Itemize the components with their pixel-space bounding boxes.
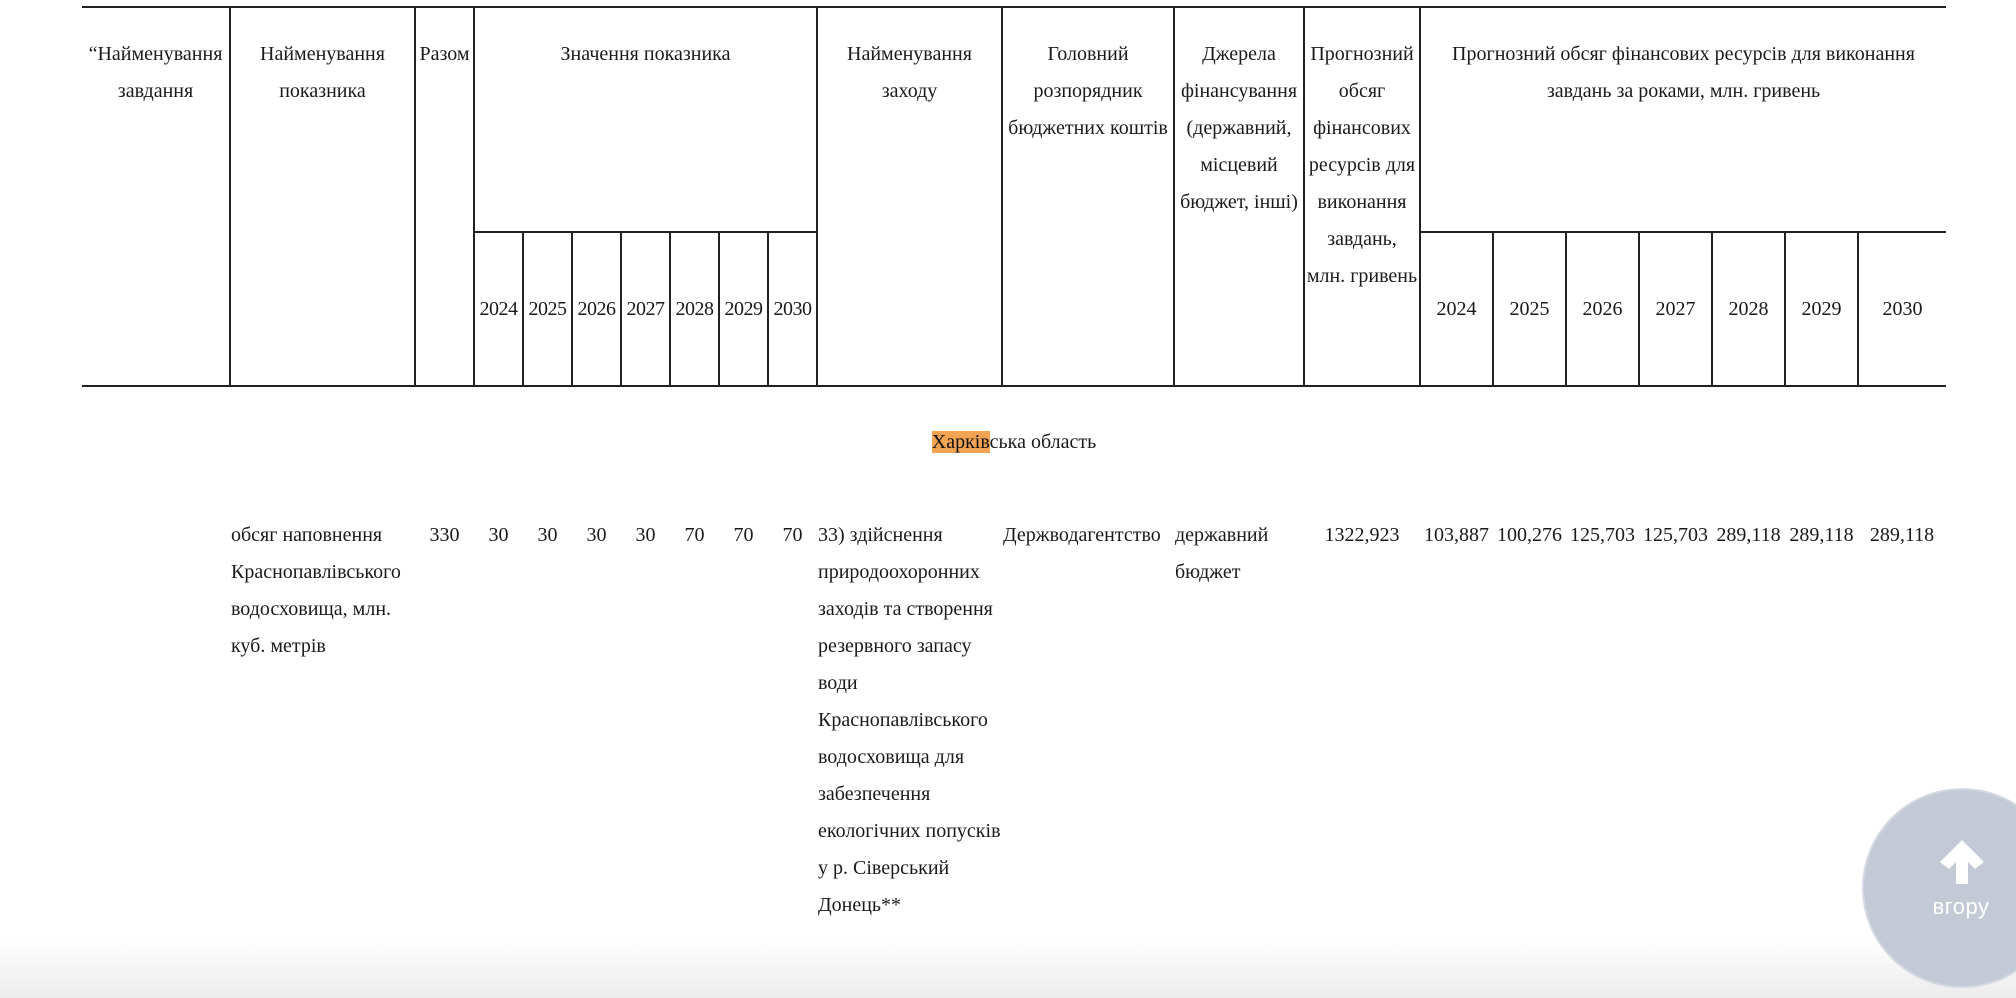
cell-indicator: обсяг наповнення Краснопавлівського водосховища, млн. куб. метрів: [231, 524, 401, 657]
table-row: [82, 487, 1946, 924]
header-source: Джерела фінансування (державний, місцевий бюджет, інші): [1174, 7, 1304, 386]
value-year: 2029: [719, 232, 768, 386]
cell-source: державний бюджет: [1175, 524, 1269, 583]
cell-task: [82, 487, 230, 924]
cell-value: 30: [635, 524, 656, 546]
arrow-up-icon: [1937, 838, 1987, 886]
cell-measure: 33) здійснення природоохоронних заходів та створення резервного запасу води Краснопавлівського водосховища для забезпечення екологічних попусків у р. Сіверський Донець**: [818, 524, 1001, 916]
forecast-year: 2024: [1420, 232, 1493, 386]
header-values: Значення показника: [474, 7, 817, 232]
value-year: 2024: [474, 232, 523, 386]
cell-forecast-value: 289,118: [1716, 524, 1781, 546]
header-forecast: Прогнозний обсяг фінансових ресурсів для виконання завдань, млн. гривень: [1304, 7, 1420, 386]
cell-total: 330: [429, 524, 460, 546]
cell-value: 70: [684, 524, 705, 546]
forecast-year: 2025: [1493, 232, 1566, 386]
header-forecast-years: Прогнозний обсяг фінансових ресурсів для виконання завдань за роками, млн. гривень: [1420, 7, 1946, 232]
forecast-year: 2030: [1858, 232, 1946, 386]
header-indicator: Найменування показника: [230, 7, 415, 386]
region-title: [82, 386, 1946, 487]
forecast-year: 2029: [1785, 232, 1858, 386]
cell-forecast-value: 125,703: [1570, 524, 1635, 546]
forecast-year: 2026: [1566, 232, 1639, 386]
search-highlight: Харків: [931, 430, 990, 453]
header-manager: Головний розпорядник бюджетних коштів: [1002, 7, 1174, 386]
financing-table: [82, 6, 1946, 924]
header-row-top: [82, 7, 1946, 232]
cell-forecast-value: 100,276: [1497, 524, 1562, 546]
value-year: 2027: [621, 232, 670, 386]
cell-forecast-value: 289,118: [1789, 524, 1854, 546]
forecast-year: 2027: [1639, 232, 1712, 386]
cell-value: 70: [733, 524, 754, 546]
cell-forecast-value: 103,887: [1424, 524, 1489, 546]
cell-forecast-total: 1322,923: [1324, 524, 1400, 546]
cell-value: 30: [488, 524, 509, 546]
cell-value: 30: [537, 524, 558, 546]
value-year: 2026: [572, 232, 621, 386]
bottom-shade: [0, 938, 2016, 998]
region-title-rest: ська область: [989, 430, 1097, 453]
forecast-year: 2028: [1712, 232, 1785, 386]
header-total: Разом: [415, 7, 474, 386]
header-task: “Найменування завдання: [82, 7, 230, 386]
region-row: [82, 386, 1946, 487]
cell-forecast-value: 125,703: [1643, 524, 1708, 546]
header-measure: Найменування заходу: [817, 7, 1002, 386]
value-year: 2028: [670, 232, 719, 386]
cell-forecast-value: 289,118: [1869, 524, 1935, 546]
value-year: 2030: [768, 232, 817, 386]
value-year: 2025: [523, 232, 572, 386]
cell-value: 70: [782, 524, 803, 546]
scroll-to-top-label: вгору: [1932, 894, 1990, 919]
cell-manager: Держводагентство: [1003, 524, 1161, 546]
cell-value: 30: [586, 524, 607, 546]
